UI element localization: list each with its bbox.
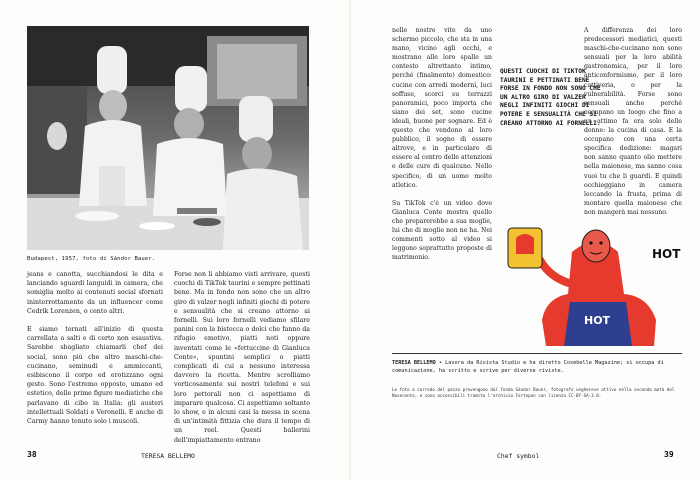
- paragraph: Su TikTok c'è un video dove Gianluca Conte mostra quello che preparerebbe a sua moglie, lui che di moglie non ne ha. Nei commenti sotto al video si leggono soprattutto proposte di matrimonio.: [392, 199, 492, 262]
- photo-caption: Budapest, 1957, foto di Sándor Bauer.: [27, 256, 156, 262]
- page-number-left: 38: [27, 450, 37, 459]
- page-number-right: 39: [664, 450, 674, 459]
- pull-quote: QUESTI CUOCHI DI TIKTOK TAURINI E PETTINATI BENE FORSE IN FONDO NON SONO CHE UN ALTRO GIRO DI VALZER NEGLI INFINITI GIOCHI DI POTERE E SENSUALITÀ CHE SI CREANO ATTORNO AI FORNELLI.: [500, 68, 601, 127]
- photo-credits: Le foto a corredo del pezzo provengono dal fondo Sándor Bauer, fotografo ungherese attivo nella seconda metà del Novecento, e sono accessibili tramite l'archivio Fortepan con licenza CC-BY-SA-3.0.: [392, 387, 675, 399]
- running-title: Chef symbol: [497, 452, 540, 460]
- bio-text: • Lavora da Rivista Studio e ha diretto Cosebelle Magazine; si occupa di comunicazione, ha scritto e scrive per diverse riviste.: [392, 360, 664, 374]
- paragraph: E siamo tornati all'inizio di questa carrellata a salti e di certo non esaustiva. Sarebbe sbagliato chiamarli chef dei social, sono più che altro maschi-che-cucinano, seminudi e ammiccanti, esibiscono il corpo ed erotizzano ogni gesto. Sono l'estremo opposto, umano ed estetico, delle prime figure mediatiche che parlavano di cibo in Italia: gli austeri intellettuali Soldati e Veronelli. E anche di Carmy hanno tenuto solo i muscoli.: [27, 326, 164, 426]
- right-column-2: [584, 26, 682, 217]
- divider: [392, 353, 682, 354]
- bio-name: TERESA BELLEMO: [392, 360, 436, 366]
- left-column-2: [174, 270, 310, 445]
- gutter: [349, 0, 351, 480]
- paragraph: jeans e canotta, succhiandosi le dita e lanciando sguardi languidi in camera, che somiglia molto ai contenuti social sfornati ininterrottamente da un influencer come Cedrik Lorenzen, o cento altri.: [27, 271, 163, 315]
- chef-head: [582, 230, 610, 262]
- left-column-1: [27, 270, 163, 426]
- author-bio: [392, 359, 682, 375]
- apron-text: HOT: [584, 314, 611, 327]
- paragraph: A differenza dei loro predecessori mediatici, questi maschi-che-cucinano non sono sensuali per la loro abilità gastronomica, per il loro anticonformismo, per il loro cattiveria, o per la vulnerabilità. Forse sono sensuali anche perché occupano un luogo che fino a un attimo fa era solo delle donne: la cucina di casa. E la occupano con una certa specifica dedizione: magari non sanno quanto olio mettere nella maionese, ma sanno cosa vuoi tu che li guardi. E quindi occhieggiano in camera leccando la frusta, prima di montare quella maionese che non mangerà mai nessuno.: [584, 27, 682, 216]
- kitchen-photo: [27, 26, 309, 250]
- photo-image: [27, 26, 309, 250]
- hot-text: HOT: [652, 247, 681, 261]
- paragraph: Forse non li abbiamo visti arrivare, questi cuochi di TikTok taurini e sempre pettinati bene. Ma in fondo non sono che un altro giro di valzer negli infiniti giochi di potere e sensualità che si creano attorno ai fornelli. Sui loro fornelli vediamo sfilare panini con la bistecca o dolci che fanno da rifugio emotivo, piatti noti oppure inventati come le «fettuccine di Gianluca Conte», spuntini semplici o piatti complicati di cui a nessuno interessa davvero la ricetta. Mentre scrolliamo vorticosamente sui nostri telefoni e sui loro pettorali non ci aspettiamo di imparare qualcosa. Ci aspettiamo soltanto lo show, e in alcuni casi la messa in scena di un'intimità fittizia che dura il tempo di un reel. Questi ballerini dell'impiattamento entrano: [174, 271, 310, 444]
- chef-illustration: [506, 224, 684, 346]
- paragraph: nelle nostre vite da uno schermo piccolo, che sta in una mano, vicino agli occhi, e mostrano alle loro spalle un contesto altrettanto intimo, perché (finalmente) domestico: cucine con arredi moderni, luci soffuse, scorci su terrazzi panoramici, poco importa che siano dei set, sono cucine ideali, buone per sognare. Ed è questo che vendono al loro pubblico, il sogno di essere altrove, e in particolare di essere al centro delle attenzioni e delle cure di qualcuno. Nello specifico, di un uomo molto atletico.: [392, 27, 492, 189]
- running-author: TERESA BELLEMO: [141, 452, 195, 460]
- right-column-1: [392, 26, 492, 262]
